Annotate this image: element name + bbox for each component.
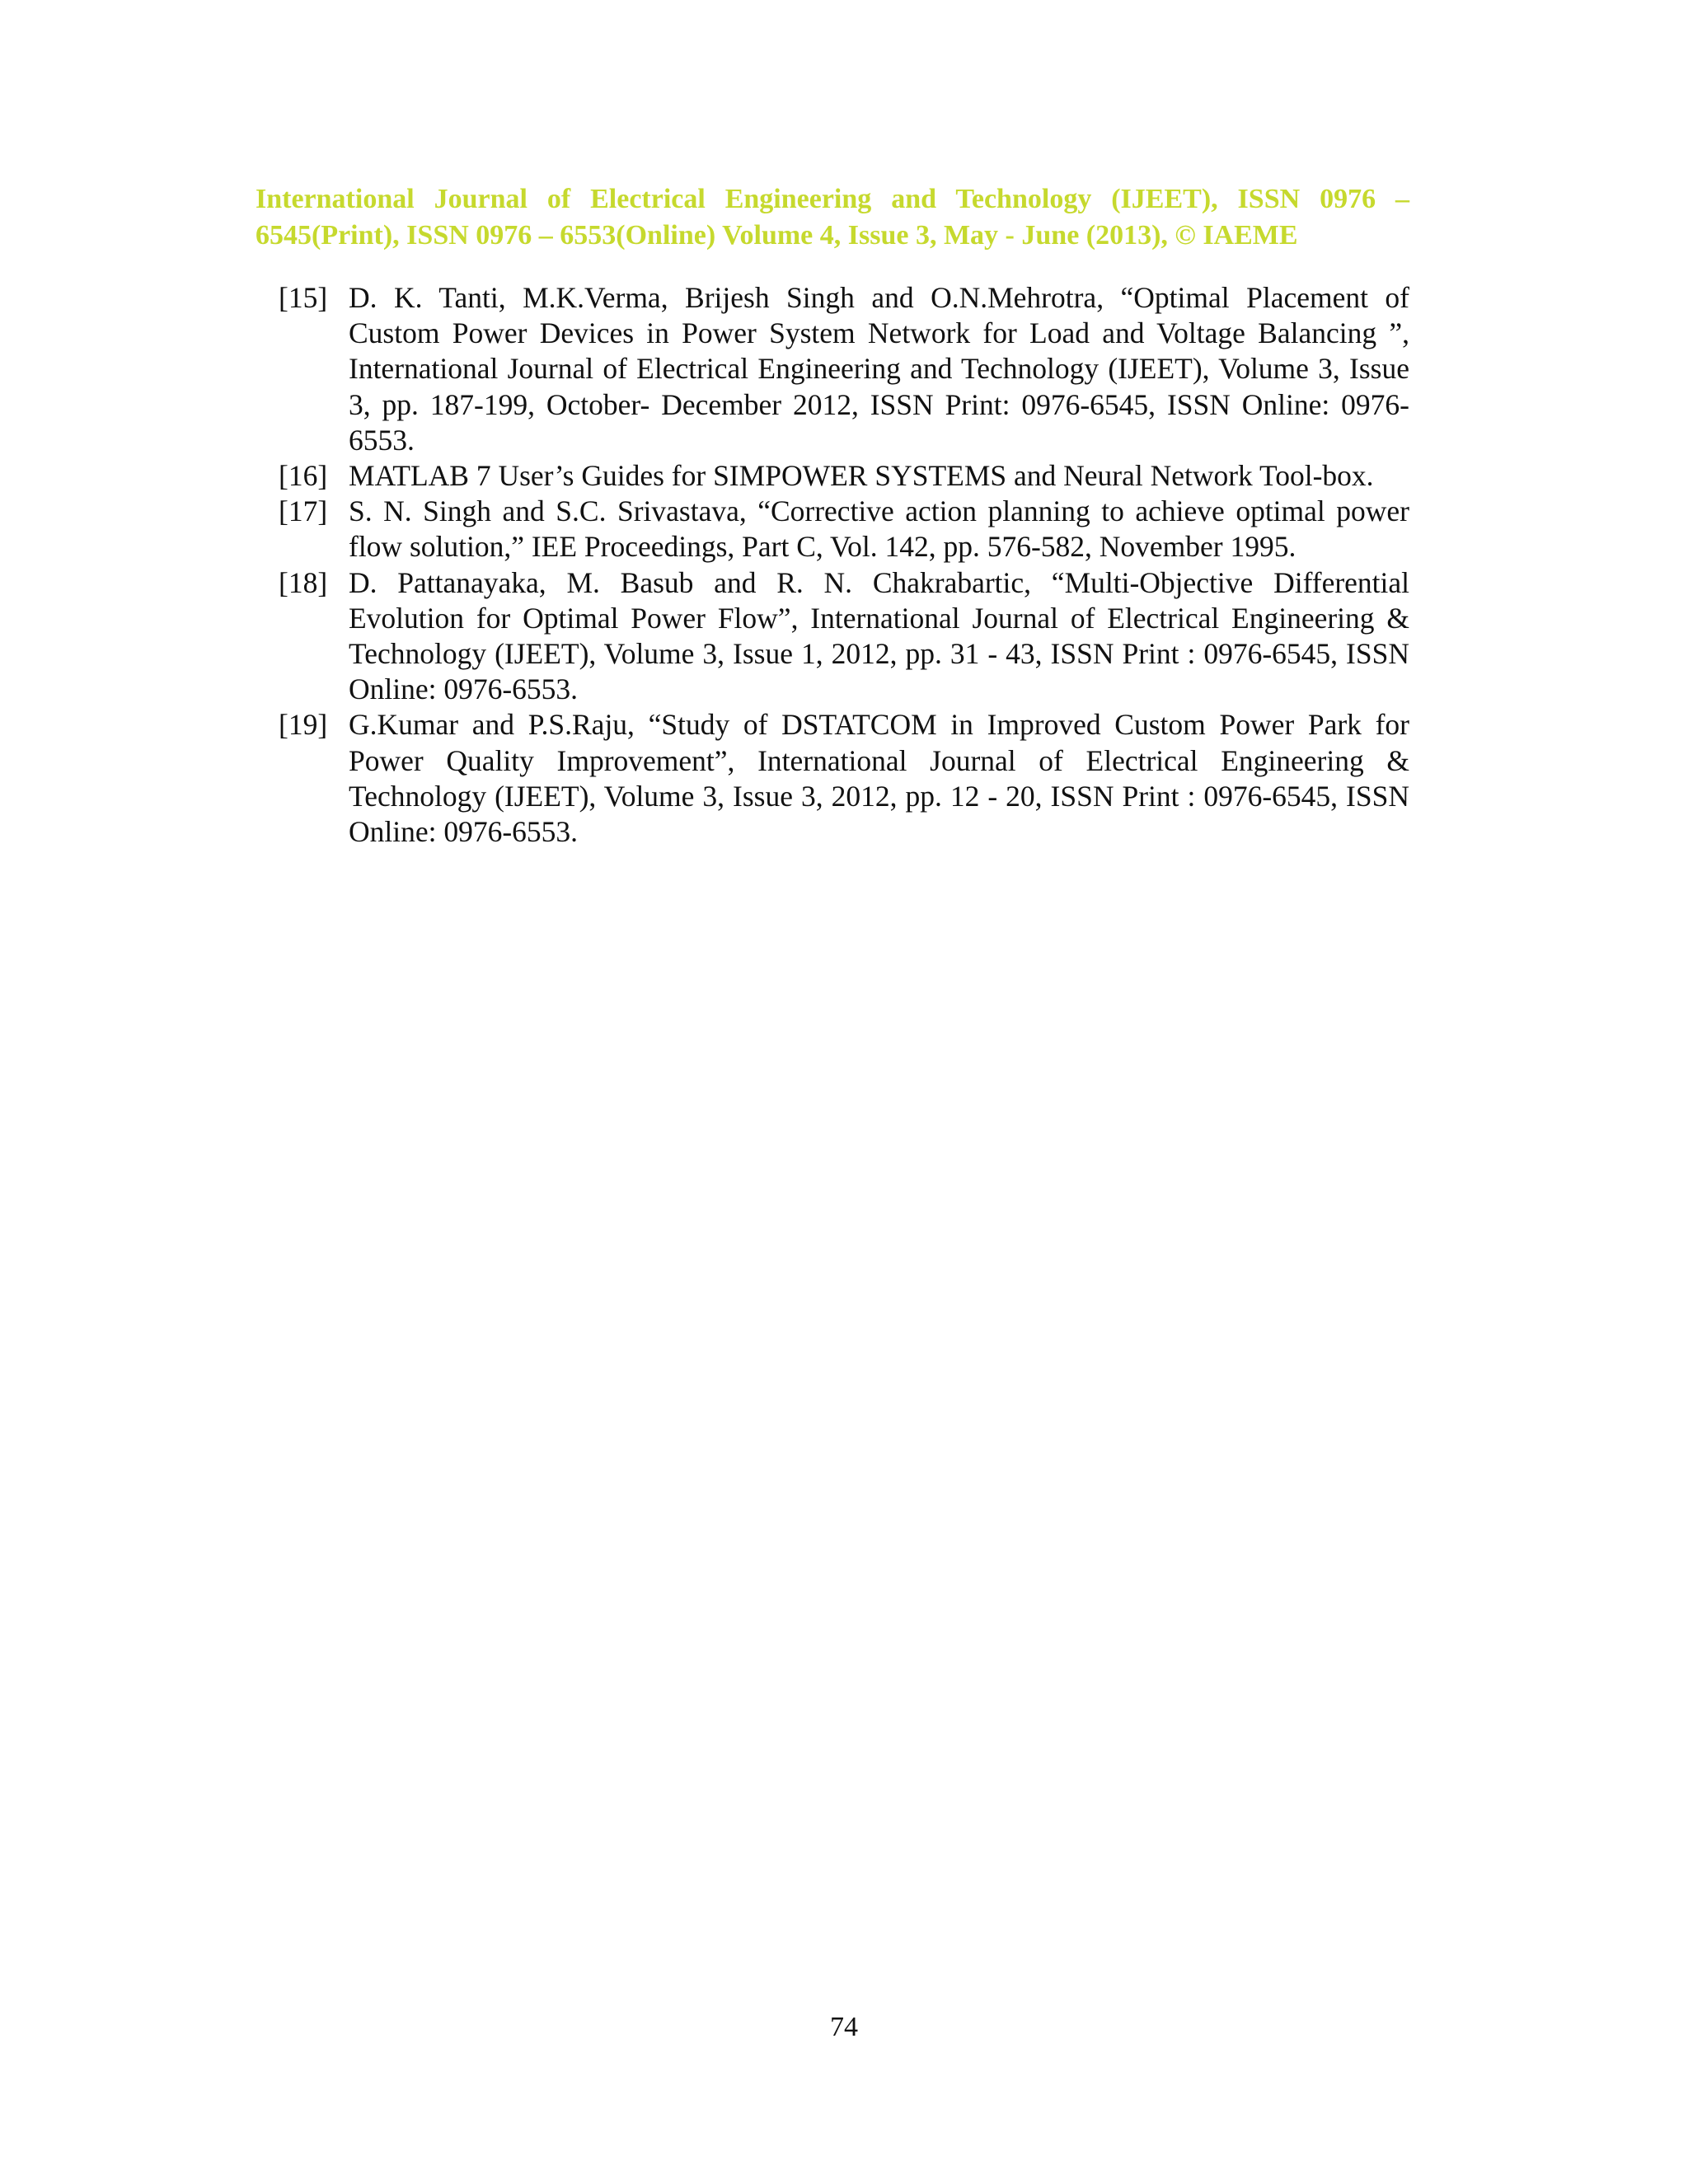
- reference-list: [279, 280, 1409, 850]
- reference-item-18: [279, 565, 1409, 708]
- reference-text: D. Pattanayaka, M. Basub and R. N. Chakrabartic, “Multi-Objective Differential Evolution for Optimal Power Flow”, International Journal of Electrical Engineering & Technology (IJEET), Volume 3, Issue 1, 2012, pp. 31 - 43, ISSN Print : 0976-6545, ISSN Online: 0976-6553.: [349, 565, 1409, 706]
- reference-item-19: [279, 707, 1409, 850]
- reference-text: S. N. Singh and S.C. Srivastava, “Corrective action planning to achieve optimal power flow solution,” IEE Proceedings, Part C, Vol. 142, pp. 576-582, November 1995.: [349, 494, 1409, 564]
- reference-text: G.Kumar and P.S.Raju, “Study of DSTATCOM in Improved Custom Power Park for Power Quality Improvement”, International Journal of Electrical Engineering & Technology (IJEET), Volume 3, Issue 3, 2012, pp. 12 - 20, ISSN Print : 0976-6545, ISSN Online: 0976-6553.: [349, 708, 1409, 849]
- reference-text: MATLAB 7 User’s Guides for SIMPOWER SYSTEMS and Neural Network Tool-box.: [349, 459, 1374, 493]
- journal-header-line-1: International Journal of Electrical Engineering and Technology (IJEET), ISSN 0976 –: [256, 184, 1409, 214]
- reference-item-17: [279, 494, 1409, 565]
- reference-number: [16]: [279, 459, 328, 493]
- page-number: 74: [830, 2012, 858, 2042]
- reference-text: D. K. Tanti, M.K.Verma, Brijesh Singh and O.N.Mehrotra, “Optimal Placement of Custom Power Devices in Power System Network for Load and Voltage Balancing ”, International Journal of Electrical Engineering and Technology (IJEET), Volume 3, Issue 3, pp. 187-199, October- December 2012, ISSN Print: 0976-6545, ISSN Online: 0976-6553.: [349, 281, 1409, 457]
- reference-item-16: [279, 458, 1409, 494]
- journal-header: [256, 181, 1409, 254]
- reference-number: [15]: [279, 281, 328, 314]
- reference-number: [18]: [279, 565, 328, 599]
- reference-number: [17]: [279, 494, 328, 528]
- journal-header-line-2: 6545(Print), ISSN 0976 – 6553(Online) Volume 4, Issue 3, May - June (2013), © IAEME: [256, 220, 1298, 251]
- reference-item-15: [279, 280, 1409, 458]
- reference-number: [19]: [279, 708, 328, 742]
